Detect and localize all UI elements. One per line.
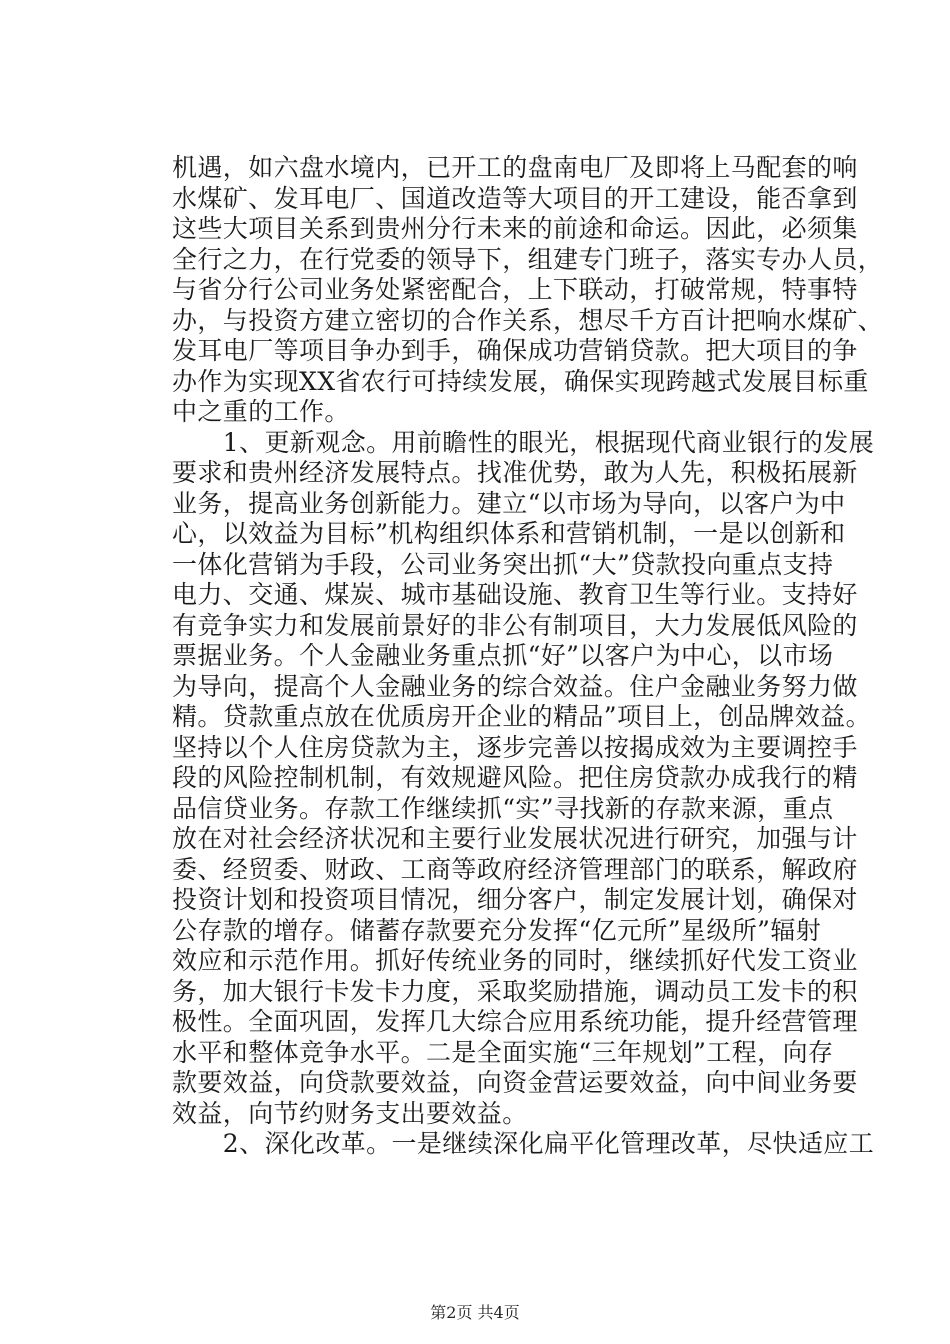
text-line: 全行之力，在行党委的领导下，组建专门班子，落实专办人员，: [172, 244, 884, 274]
text-line: 投资计划和投资项目情况，细分客户，制定发展计划，确保对: [172, 885, 858, 914]
text-line: 水平和整体竞争水平。二是全面实施“三年规划”工程，向存: [172, 1037, 834, 1067]
paragraph-start-line: 2、深化改革。一是继续深化扁平化管理改革，尽快适应工: [172, 1129, 875, 1158]
page-number-footer: 第2页 共4页: [430, 1303, 520, 1322]
text-line: 与省分行公司业务处紧密配合，上下联动，打破常规，特事特: [172, 275, 858, 304]
text-line: 为导向，提高个人金融业务的综合效益。住户金融业务努力做: [172, 671, 858, 701]
paragraph-start-line: 1、更新观念。用前瞻性的眼光，根据现代商业银行的发展: [172, 427, 875, 457]
text-line: 机遇，如六盘水境内，已开工的盘南电厂及即将上马配套的响: [172, 153, 858, 182]
text-line: 发耳电厂等项目争办到手，确保成功营销贷款。把大项目的争: [172, 336, 858, 365]
text-line: 办作为实现XX省农行可持续发展，确保实现跨越式发展目标重: [172, 366, 869, 396]
text-line: 务，加大银行卡发卡力度，采取奖励措施，调动员工发卡的积: [172, 976, 858, 1006]
text-line: 委、经贸委、财政、工商等政府经济管理部门的联系，解政府: [172, 854, 858, 884]
text-line: 办，与投资方建立密切的合作关系，想尽千方百计把响水煤矿、: [172, 305, 884, 335]
text-line: 效益，向节约财务支出要效益。: [172, 1098, 528, 1128]
text-line: 一体化营销为手段，公司业务突出抓“大”贷款投向重点支持: [172, 549, 834, 579]
text-line: 要求和贵州经济发展特点。找准优势，敢为人先，积极拓展新: [172, 458, 858, 487]
text-line: 心，以效益为目标”机构组织体系和营销机制，一是以创新和: [172, 519, 846, 548]
text-line: 效应和示范作用。抓好传统业务的同时，继续抓好代发工资业: [172, 946, 858, 975]
text-line: 款要效益，向贷款要效益，向资金营运要效益，向中间业务要: [172, 1068, 858, 1097]
text-line: 放在对社会经济状况和主要行业发展状况进行研究，加强与计: [172, 824, 858, 853]
text-line: 有竞争实力和发展前景好的非公有制项目，大力发展低风险的: [172, 610, 858, 640]
text-line: 票据业务。个人金融业务重点抓“好”以客户为中心，以市场: [172, 641, 834, 670]
text-line: 中之重的工作。: [172, 397, 350, 426]
text-line: 这些大项目关系到贵州分行未来的前途和命运。因此，必须集: [172, 214, 858, 243]
text-line: 品信贷业务。存款工作继续抓“实”寻找新的存款来源，重点: [172, 793, 834, 823]
text-line: 坚持以个人住房贷款为主，逐步完善以按揭成效为主要调控手: [172, 732, 858, 762]
text-line: 业务，提高业务创新能力。建立“以市场为导向，以客户为中: [172, 488, 846, 518]
text-line: 公存款的增存。储蓄存款要充分发挥“亿元所”星级所”辐射: [172, 915, 822, 945]
text-line: 电力、交通、煤炭、城市基础设施、教育卫生等行业。支持好: [172, 580, 858, 609]
text-line: 极性。全面巩固，发挥几大综合应用系统功能，提升经营管理: [172, 1007, 858, 1036]
document-body: [172, 153, 884, 1160]
text-line: 段的风险控制机制，有效规避风险。把住房贷款办成我行的精: [172, 763, 858, 792]
text-line: 水煤矿、发耳电厂、国道改造等大项目的开工建设，能否拿到: [172, 183, 858, 213]
text-line: 精。贷款重点放在优质房开企业的精品”项目上，创品牌效益。: [172, 702, 871, 731]
